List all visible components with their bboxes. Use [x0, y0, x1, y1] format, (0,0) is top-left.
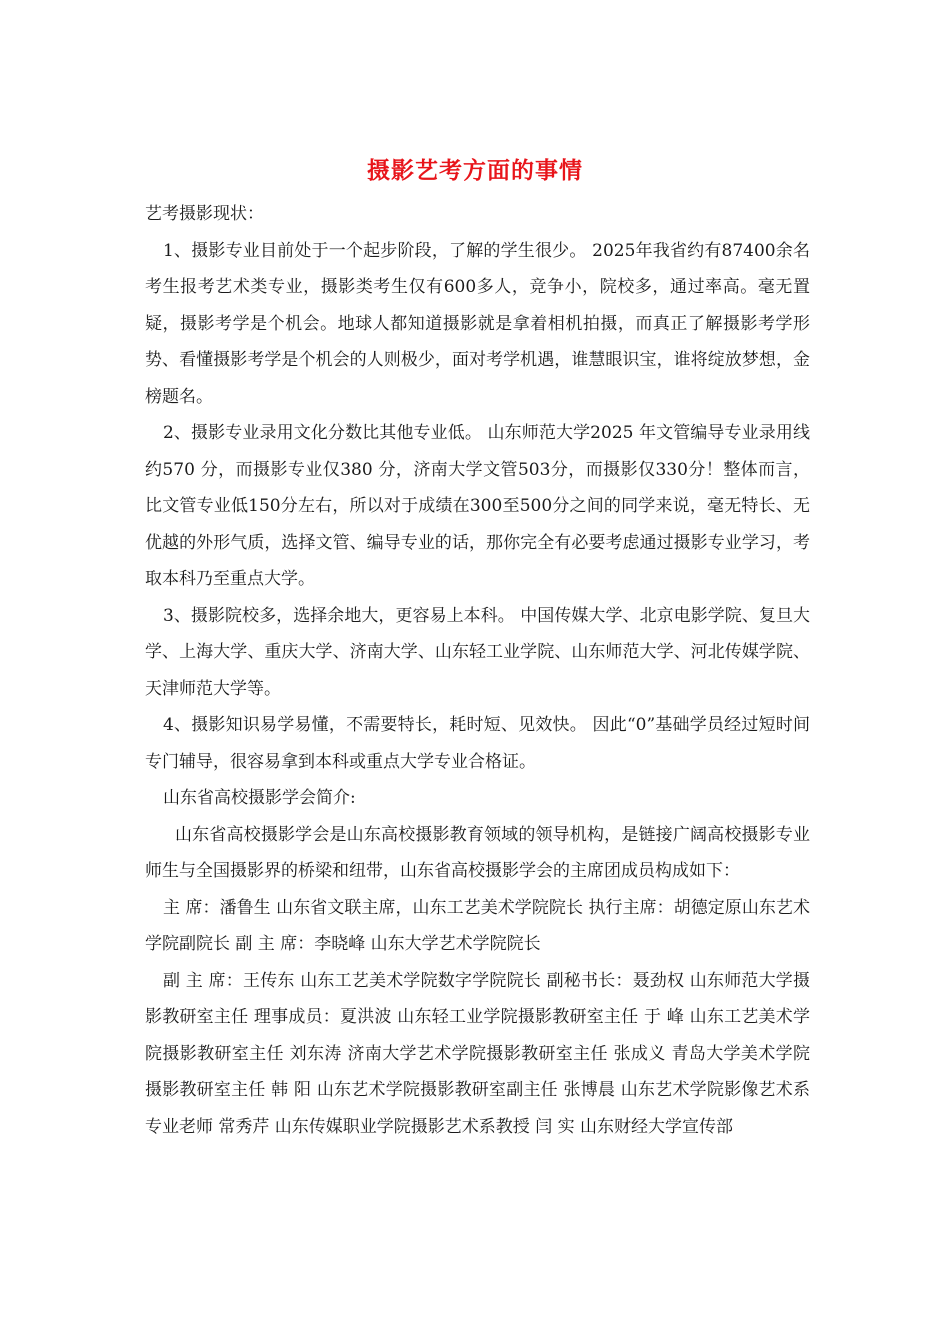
paragraph-association-intro: 山东省高校摄影学会是山东高校摄影教育领域的领导机构，是链接广阔高校摄影专业师生与全国摄影界的桥梁和纽带，山东省高校摄影学会的主席团成员构成如下：: [145, 824, 810, 881]
paragraph-point-1: 1、摄影专业目前处于一个起步阶段，了解的学生很少。 2025年我省约有87400余名考生报考艺术类专业，摄影类考生仅有600多人，竞争小，院校多，通过率高。毫无置疑，摄影考学是个机会。地球人都知道摄影就是拿着相机拍摄，而真正了解摄影考学形势、看懂摄影考学是个机会的人则极少，面对考学机遇，谁慧眼识宝，谁将绽放梦想，金榜题名。: [145, 240, 810, 407]
document-body: [145, 196, 810, 1145]
paragraph-point-3: 3、摄影院校多，选择余地大，更容易上本科。 中国传媒大学、北京电影学院、复旦大学、上海大学、重庆大学、济南大学、山东轻工业学院、山东师范大学、河北传媒学院、天津师范大学等。: [145, 605, 810, 699]
paragraph-association-heading: 山东省高校摄影学会简介:: [163, 788, 356, 808]
paragraph-point-2: 2、摄影专业录用文化分数比其他专业低。 山东师范大学2025 年文管编导专业录用线约570 分，而摄影专业仅380 分，济南大学文管503分，而摄影仅330分！整体而言，比文管专业低150分左右，所以对于成绩在300至500分之间的同学来说，毫无特长、无优越的外形气质，选择文管、编导专业的话，那你完全有必要考虑通过摄影专业学习，考取本科乃至重点大学。: [145, 423, 810, 589]
paragraph-section-heading: 艺考摄影现状：: [145, 204, 264, 224]
paragraph-point-4: 4、摄影知识易学易懂，不需要特长，耗时短、见效快。 因此“0”基础学员经过短时间专门辅导，很容易拿到本科或重点大学专业合格证。: [145, 715, 810, 772]
paragraph-presidium-2: 副 主 席：王传东 山东工艺美术学院数字学院院长 副秘书长：聂劲权 山东师范大学摄影教研室主任 理事成员：夏洪波 山东轻工业学院摄影教研室主任 于 峰 山东工艺美术学院摄影教研室主任 刘东涛 济南大学艺术学院摄影教研室主任 张成义 青岛大学美术学院摄影教研室主任 韩 阳 山东艺术学院摄影教研室副主任 张博晨 山东艺术学院影像艺术系专业老师 常秀芹 山东传媒职业学院摄影艺术系教授 闫 实 山东财经大学宣传部: [145, 970, 810, 1137]
document-title: 摄影艺考方面的事情: [367, 157, 583, 184]
paragraph-presidium-1: 主 席：潘鲁生 山东省文联主席，山东工艺美术学院院长 执行主席：胡德定原山东艺术学院副院长 副 主 席：李晓峰 山东大学艺术学院院长: [145, 897, 810, 954]
